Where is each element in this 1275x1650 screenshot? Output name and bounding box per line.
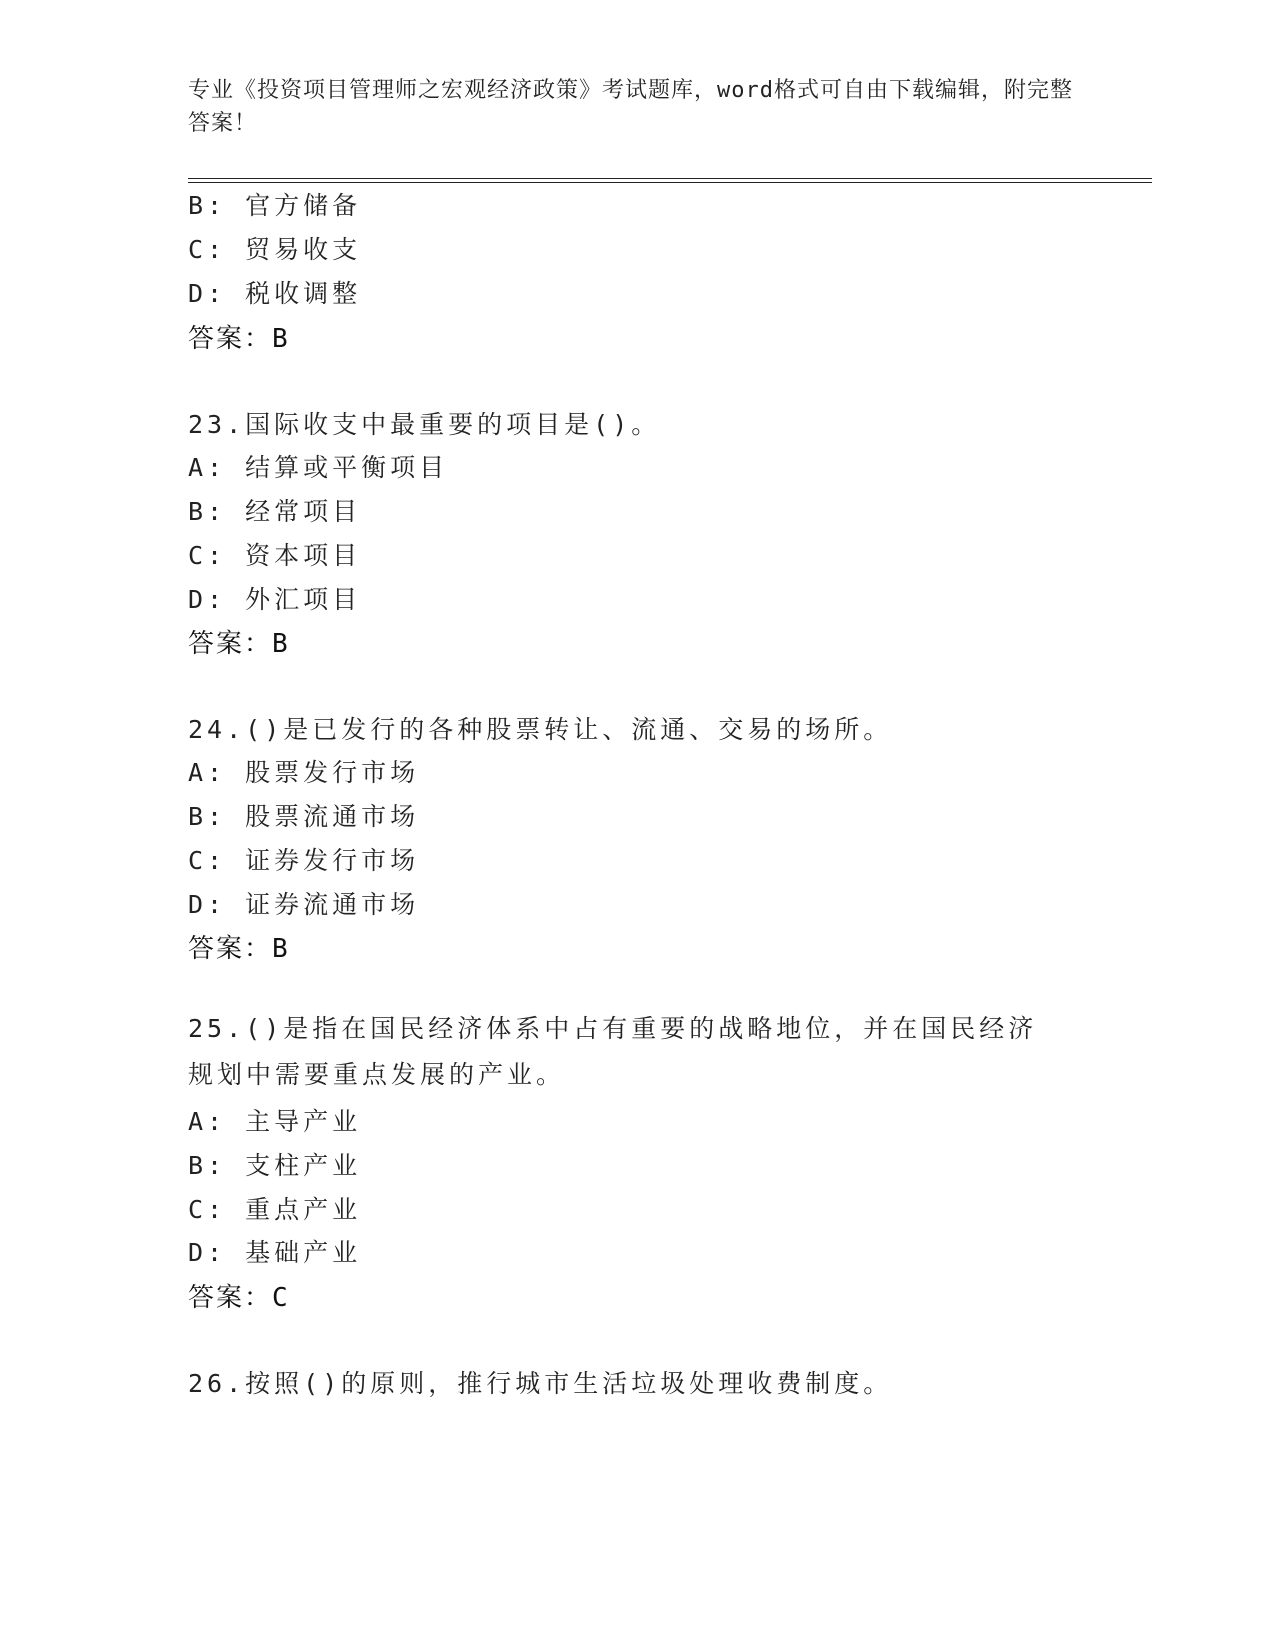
option-b: B: 官方储备: [188, 191, 362, 220]
question-stem: 25.()是指在国民经济体系中占有重要的战略地位，并在国民经济规划中需要重点发展的产业。: [188, 1014, 1038, 1089]
option-b: B: 股票流通市场: [188, 802, 420, 831]
option-a: A: 主导产业: [188, 1107, 362, 1136]
answer-label: 答案：C: [188, 1283, 290, 1313]
option-d: D: 税收调整: [188, 279, 362, 308]
option-b: B: 支柱产业: [188, 1151, 362, 1180]
option-c: C: 资本项目: [188, 541, 362, 570]
option-d: D: 基础产业: [188, 1238, 362, 1267]
option-c: C: 贸易收支: [188, 235, 362, 264]
question-stem: 23.国际收支中最重要的项目是()。: [188, 410, 661, 439]
option-d: D: 证券流通市场: [188, 890, 420, 919]
option-b: B: 经常项目: [188, 497, 362, 526]
option-a: A: 股票发行市场: [188, 758, 420, 787]
header-divider: [188, 178, 1152, 183]
answer-label: 答案：B: [188, 324, 290, 354]
option-d: D: 外汇项目: [188, 585, 362, 614]
question-stem: 24.()是已发行的各种股票转让、流通、交易的场所。: [188, 715, 893, 744]
question-stem: 26.按照()的原则，推行城市生活垃圾处理收费制度。: [188, 1369, 893, 1398]
document-intro: 专业《投资项目管理师之宏观经济政策》考试题库，word格式可自由下载编辑，附完整答案！: [188, 78, 1073, 136]
option-a: A: 结算或平衡项目: [188, 453, 449, 482]
answer-label: 答案：B: [188, 629, 290, 659]
answer-label: 答案：B: [188, 934, 290, 964]
option-c: C: 重点产业: [188, 1195, 362, 1224]
option-c: C: 证券发行市场: [188, 846, 420, 875]
